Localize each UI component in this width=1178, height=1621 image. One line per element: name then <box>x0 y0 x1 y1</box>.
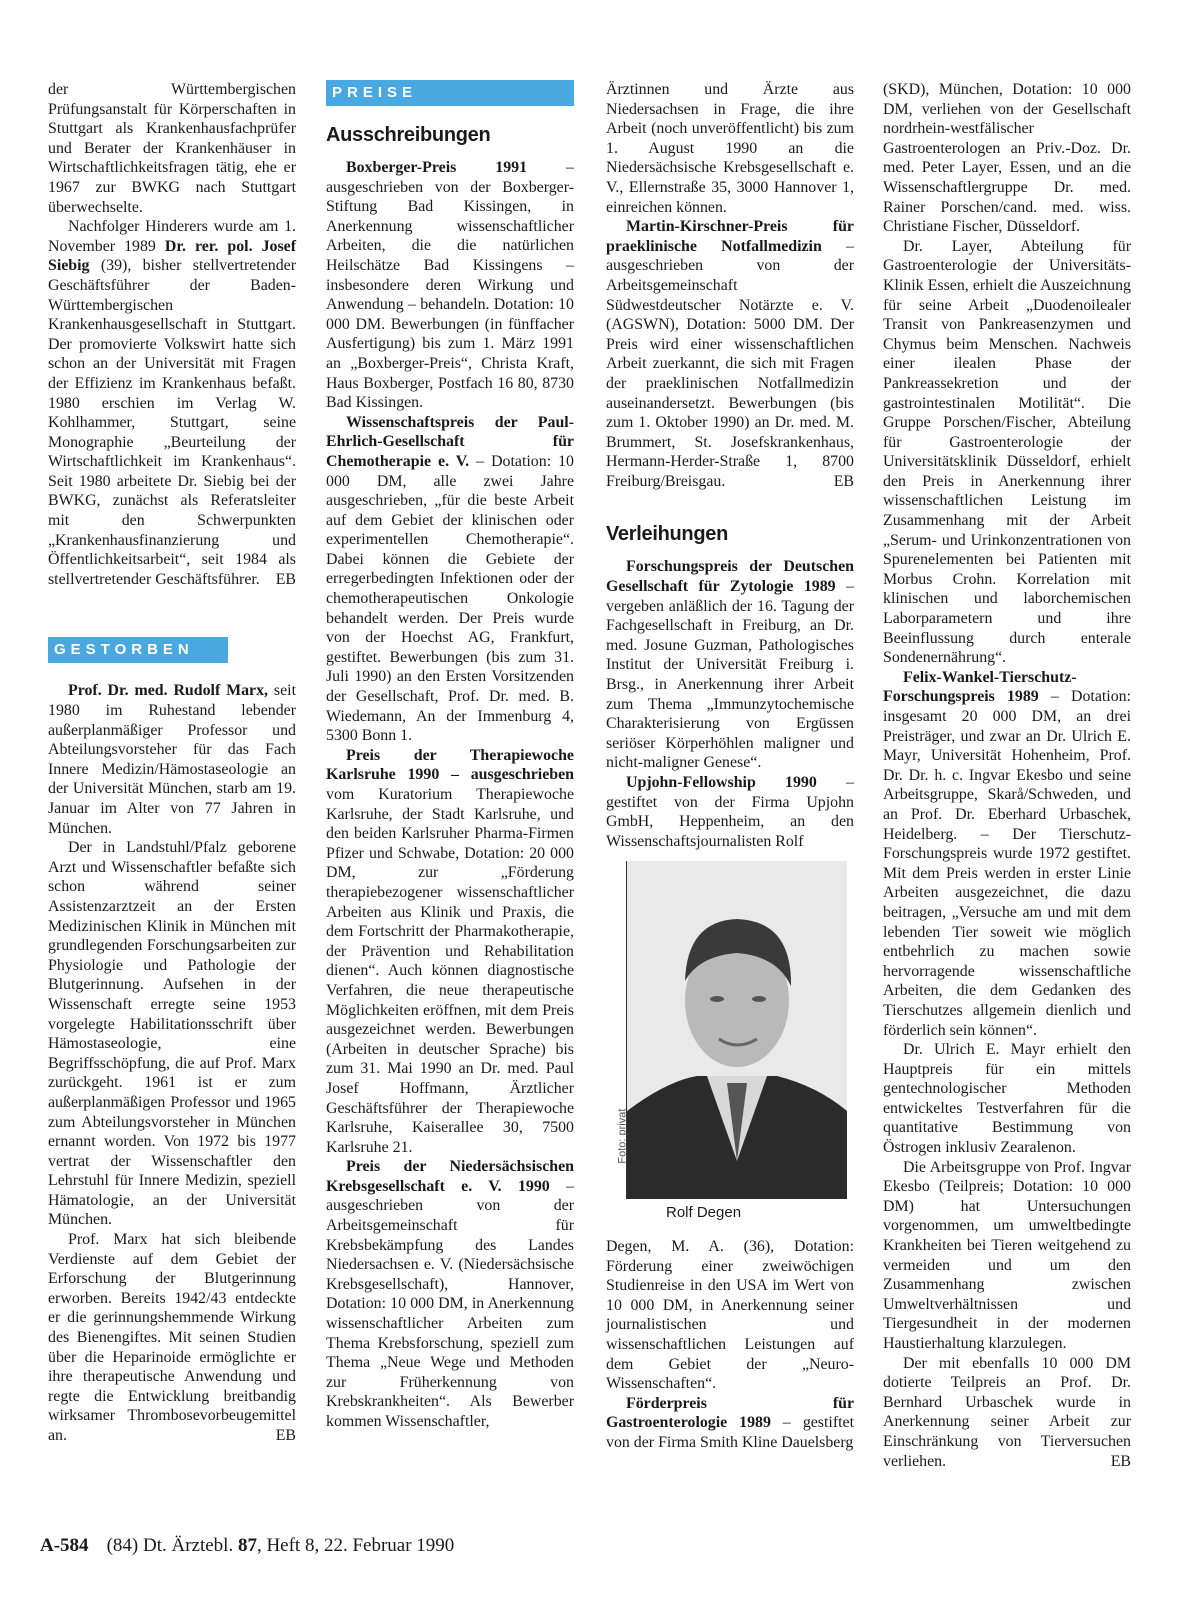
column-1 <box>48 80 296 1446</box>
award-entry: Dr. Ulrich E. Mayr erhielt den Hauptpreis für ein mittels gentechnologischer Methoden entwickeltes Testverfahren für die quantitative Bestimmung von Östrogen inklusiv Zearalenon. <box>883 1041 1131 1157</box>
award-entry: Dr. Layer, Abteilung für Gastroenterologie der Universitäts-Klinik Essen, erhielt die Auszeichnung für seine Arbeit „Duodenoilealer Transit von Pankreasenzymen und Chymus beim Menschen. Nachweis einer ilealen Phase der Pankreassekretion und der gastrointestinalen Motilität“. Die Gruppe Porschen/Fischer, Abteilung für Gastroenterologie der Universitätsklinik Düsseldorf, erhielt den Preis in Anerkennung ihrer wissenschaftlichen Leistung im Zusammenhang mit der Arbeit „Serum- und Urinkonzentrationen von Spurenelementen bei Patienten mit Morbus Crohn. Korrelation mit klinischen und laborchemischen Laborparametern und ihre Beeinflussung durch enterale Sondenernährung“. <box>883 237 1131 667</box>
author-initials: EB <box>275 570 296 588</box>
prize-entry: Preis der Therapiewoche Karlsruhe 1990 – ausgeschrieben vom Kuratorium Therapiewoche Karlsruhe, der Stadt Karlsruhe, und den beiden Karlsruher Pharma-Firmen Pfizer und Schwabe, Dotation: 20 000 DM, zur „Förderung therapiebezogener wissenschaftlicher Arbeiten aus Klinik und Praxis, die dem Fortschritt der Pharmakotherapie, der Prävention und Rehabilitation dienen“. Auch können diagnostische Verfahren, die neue therapeutische Möglichkeiten eröffnen, mit dem Preis ausgezeichnet werden. Bewerbungen (Arbeiten in deutscher Sprache) bis zum 31. Mai 1990 an Dr. med. Paul Josef Hoffmann, Ärztlicher Geschäftsführer der Therapiewoche Karlsruhe, Kaiserallee 30, 7500 Karlsruhe 21. <box>326 746 574 1156</box>
banner-label: PREISE <box>332 84 418 101</box>
award-entry: Degen, M. A. (36), Dotation: Förderung einer zweiwöchigen Studienreise in den USA im Wert von 10 000 DM, in Anerkennung seiner journalistischen und wissenschaftlichen Leistungen auf dem Gebiet der „Neuro-Wissenschaften“. <box>606 1237 854 1393</box>
person-name: Dr. rer. pol. Josef Siebig <box>48 237 296 275</box>
section-heading: Ausschreibungen <box>326 124 491 146</box>
issue-date: , Heft 8, 22. Februar 1990 <box>256 1535 455 1556</box>
award-entry: (SKD), München, Dotation: 10 000 DM, verliehen von der Gesellschaft nordrhein-westfälischer Gastroenterologen an Priv.-Doz. Dr. med. Peter Layer, Essen, und an die Wissenschaftlergruppe Dr. med. Rainer Porschen/cand. med. wiss. Christiane Fischer, Düsseldorf. <box>883 81 1131 236</box>
prize-entry: Preis der Niedersächsischen Krebsgesellschaft e. V. 1990 – ausgeschrieben von der Arbeitsgemeinschaft für Krebsbekämpfung des Landes Niedersachsen e. V. (Niedersächsische Krebsgesellschaft), Hannover, Dotation: 10 000 DM, in Anerkennung wissenschaftlicher Arbeiten zum Thema Krebsforschung, speziell zum Thema „Neue Wege und Methoden zur Früherkennung von Krebskrankheiten“. Als Bewerber kommen Wissenschaftler, <box>326 1158 574 1430</box>
award-entry: Felix-Wankel-Tierschutz-Forschungspreis 1989 – Dotation: insgesamt 20 000 DM, an drei Preisträger, und zwar an Dr. Ulrich E. Mayr, Universität Hohenheim, Prof. Dr. Dr. h. c. Ingvar Ekesbo und seine Arbeitsgruppe, Skarå/Schweden, und an Prof. Dr. Eberhard Urbaschek, Heidelberg. – Der Tierschutz-Forschungspreis wurde 1972 gestiftet. Mit dem Preis werden in erster Linie Arbeiten ausgezeichnet, die dazu beitragen, „Versuche am und mit dem lebenden Tier soweit wie möglich entbehrlich zu machen sowie hervorragende wissenschaftliche Arbeiten, die dem Gedanken des Tierschutzes allgemein dienlich und förderlich sein können“. <box>883 668 1132 1039</box>
journal-ref: (84) Dt. Ärztebl. <box>106 1535 234 1556</box>
portrait-photo <box>616 861 847 1199</box>
section-heading: Verleihungen <box>606 523 728 546</box>
author-initials: EB <box>275 1427 296 1444</box>
author-initials: EB <box>833 472 854 490</box>
column-3 <box>606 80 854 1453</box>
prize-entry: Wissenschaftspreis der Paul-Ehrlich-Gesellschaft für Chemotherapie e. V. – Dotation: 10 000 DM, alle zwei Jahre ausgeschrieben, „für die beste Arbeit auf dem Gebiet der klinischen oder experimentellen Chemotherapie“. Dabei können die Gebiete der erregerbedingten Infektionen oder der chemotherapeutischen Onkologie behandelt werden. Der Preis wurde von der Hoechst AG, Frankfurt, gestiftet. Bewerbungen (bis zum 31. Juli 1990) an den Ersten Vorsitzenden der Gesellschaft, Prof. Dr. med. B. Wiedemann, An der Immenburg 4, 5300 Bonn 1. <box>326 413 574 745</box>
award-entry: Die Arbeitsgruppe von Prof. Ingvar Ekesbo (Teilpreis; Dotation: 10 000 DM) hat Untersuchungen vorgenommen, um umweltbedingte Krankheiten bei Tieren weitgehend zu vermeiden und um den Zusammenhang zwischen Umweltverhältnissen und Tiergesundheit in der modernen Haustierhaltung klarzulegen. <box>883 1158 1131 1352</box>
section-banner-preise <box>326 80 574 106</box>
obituary-text: Prof. Dr. med. Rudolf Marx, seit 1980 im Ruhestand lebender außerplanmäßiger Professor und Abteilungsvorsteher für das Fach Innere Medizin/Hämostaseologie an der Universität München, starb am 19. Januar im Alter von 77 Jahren in München. <box>48 682 296 837</box>
column-4 <box>883 80 1131 1471</box>
prize-entry: Martin-Kirschner-Preis für praeklinische Notfallmedizin – ausgeschrieben von der Arbeitsgemeinschaft Südwestdeutscher Notärzte e. V. (AGSWN), Dotation: 5000 DM. Der Preis wird einer wissenschaftlichen Arbeit zuerkannt, die sich mit Fragen der praeklinischen Notfallmedizin auseinandersetzt. Bewerbungen (bis zum 1. Oktober 1990) an Dr. med. M. Brummert, St. Josefskrankenhaus, Hermann-Herder-Straße 1, 8700 Freiburg/Breisgau. EB <box>606 218 854 490</box>
article-text: der Württembergischen Prüfungsanstalt für Körperschaften in Stuttgart als Krankenhausfachprüfer und Berater der Krankenhäuser in Wirtschaftlichkeitsfragen tätig, ehe er 1967 zur BWKG nach Stuttgart überwechselte. <box>48 81 296 216</box>
award-entry: Forschungspreis der Deutschen Gesellschaft für Zytologie 1989 – vergeben anläßlich der 16. Tagung der Fachgesellschaft in Freiburg, an Dr. med. Josune Guzman, Pathologisches Institut der Universität Freiburg i. Brsg., in Anerkennung ihrer Arbeit zum Thema „Immunzytochemische Charakterisierung von Ergüssen seriöser Körperhöhlen maligner und nicht-maligner Genese“. <box>606 558 855 772</box>
section-banner-gestorben <box>48 637 296 663</box>
person-name: Prof. Dr. med. Rudolf Marx, <box>68 682 269 700</box>
award-entry: Upjohn-Fellowship 1990 – gestiftet von der Firma Upjohn GmbH, Heppenheim, an den Wissenschaftsjournalisten Rolf <box>606 774 855 850</box>
portrait-image <box>627 861 847 1199</box>
award-entry: Der mit ebenfalls 10 000 DM dotierte Teilpreis an Prof. Dr. Bernhard Urbaschek wurde in Anerkennung seiner Arbeit zur Einschränkung von Tierversuchen verliehen. EB <box>883 1354 1131 1470</box>
obituary-text: Prof. Marx hat sich bleibende Verdienste auf dem Gebiet der Erforschung der Blutgerinnung erworben. Bereits 1942/43 entdeckte er die gerinnungshemmende Wirkung des Bienengiftes. Mit seinen Studien über die Heparinoide ermöglichte er ihre therapeutische Anwendung und regte die Entwicklung breitbandig wirksamer Thrombosevorbeugemittel an. EB <box>48 1231 296 1444</box>
article-text: Nachfolger Hinderers wurde am 1. November 1989 Dr. rer. pol. Josef Siebig (39), bisher stellvertretender Geschäftsführer der Baden-Württembergischen Krankenhausgesellschaft in Stuttgart. Der promovierte Volkswirt hatte sich schon an der Universität mit Fragen der Effizienz im Krankenhaus befaßt. 1980 erschien im Verlag W. Kohlhammer, Stuttgart, seine Monographie „Beurteilung der Wirtschaftlichkeit im Krankenhaus“. Seit 1980 arbeitete Dr. Siebig bei der BWKG, zunächst als Referatsleiter mit den Schwerpunkten „Krankenhausfinanzierung und Öffentlichkeitsarbeit“, seit 1984 als stellvertretender Geschäftsführer. EB <box>48 218 296 588</box>
page-footer <box>40 1535 454 1557</box>
photo-credit: Foto: privat <box>616 1108 629 1164</box>
award-entry: Förderpreis für Gastroenterologie 1989 – gestiftet von der Firma Smith Kline Dauelsberg <box>606 1394 854 1451</box>
photo-caption: Rolf Degen <box>666 1204 742 1222</box>
volume-number: 87 <box>237 1535 257 1556</box>
page-number: A-584 <box>40 1535 89 1556</box>
column-2 <box>326 80 574 1432</box>
prize-entry: Ärztinnen und Ärzte aus Niedersachsen in Frage, die ihre Arbeit (noch unveröffentlicht) bis zum 1. August 1990 an die Niedersächsische Krebsgesellschaft e. V., Ellernstraße 35, 3000 Hannover 1, einreichen können. <box>606 81 854 216</box>
author-initials: EB <box>1110 1452 1131 1470</box>
obituary-text: Der in Landstuhl/Pfalz geborene Arzt und Wissenschaftler befaßte sich schon während seiner Assistenzarztzeit an der Ersten Medizinischen Klinik in München mit grundlegenden Forschungsarbeiten zur Physiologie und Pathologie der Blutgerinnung. Aufsehen in der Wissenschaft erregte seine 1953 vorgelegte Habilitationsschrift über Hämostaseologie, eine Begriffsschöpfung, die auf Prof. Marx zurückgeht. 1961 ist er zum außerplanmäßigen Professor und 1965 zum Abteilungsvorsteher in München ernannt worden. Von 1972 bis 1977 vertrat der Wissenschaftler den Lehrstuhl für Innere Medizin, speziell Hämatologie, an der Universität München. <box>48 839 296 1229</box>
prize-entry: Boxberger-Preis 1991 – ausgeschrieben von der Boxberger-Stiftung Bad Kissingen, in Anerkennung wissenschaftlicher Arbeiten, die die natürlichen Heilschätze Bad Kissingens – insbesondere deren Wirkung und Anwendung – behandeln. Dotation: 10 000 DM. Bewerbungen (in fünffacher Ausfertigung) bis zum 1. März 1991 an „Boxberger-Preis“, Christa Kraft, Haus Boxberger, Postfach 16 80, 8730 Bad Kissingen. <box>326 159 574 412</box>
banner-label: GESTORBEN <box>54 641 194 659</box>
